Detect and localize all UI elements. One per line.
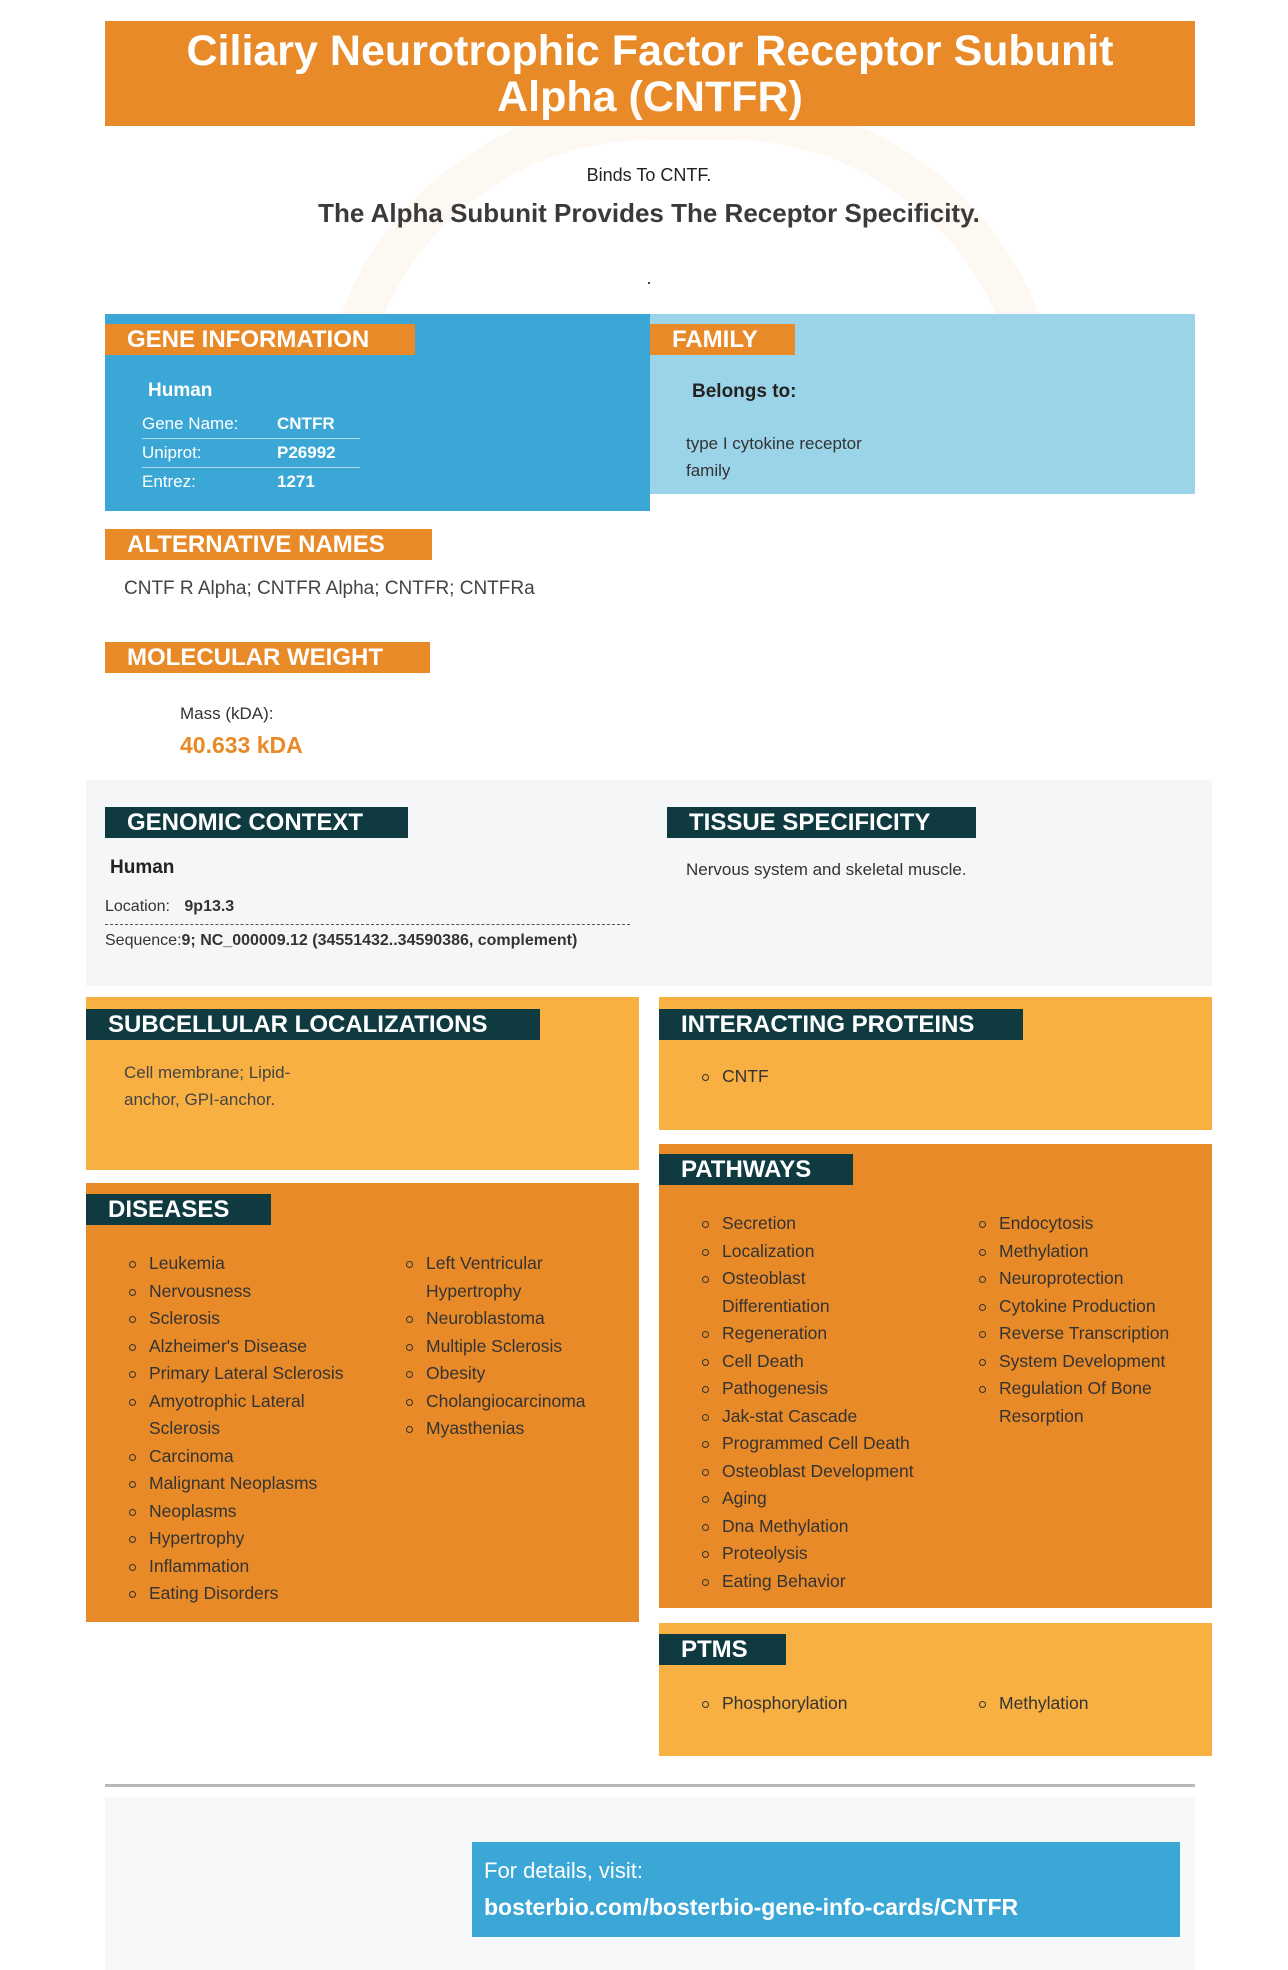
list-item: Localization (700, 1238, 960, 1266)
list-item: Eating Behavior (700, 1568, 960, 1596)
alternative-names-text: CNTF R Alpha; CNTFR Alpha; CNTFR; CNTFRa (124, 578, 535, 599)
list-item: Osteoblast Development (700, 1458, 960, 1486)
ptms-list-col1 (700, 1690, 848, 1718)
list-item: Leukemia (127, 1250, 377, 1278)
family-belongs-label: Belongs to: (692, 381, 797, 402)
gene-row-key: Gene Name: (142, 414, 239, 433)
genomic-location-row (105, 896, 630, 925)
list-item: Amyotrophic Lateral Sclerosis (127, 1388, 339, 1443)
list-item: Methylation (977, 1690, 1089, 1718)
list-item: Nervousness (127, 1278, 377, 1306)
diseases-list-col2 (404, 1250, 604, 1443)
list-item: CNTF (700, 1063, 769, 1091)
list-item: Osteoblast Differentiation (700, 1265, 852, 1320)
gene-information-heading: GENE INFORMATION (105, 324, 415, 355)
pathways-heading: PATHWAYS (659, 1154, 853, 1185)
alternative-names-heading: ALTERNATIVE NAMES (105, 529, 432, 560)
list-item: Neuroblastoma (404, 1305, 604, 1333)
list-item: Carcinoma (127, 1443, 377, 1471)
list-item: Proteolysis (700, 1540, 960, 1568)
pathways-list-col1 (700, 1210, 960, 1595)
list-item: Jak-stat Cascade (700, 1403, 960, 1431)
tissue-specificity-text: Nervous system and skeletal muscle. (686, 860, 967, 879)
list-item: Cholangiocarcinoma (404, 1388, 604, 1416)
list-item: Dna Methylation (700, 1513, 960, 1541)
list-item: Methylation (977, 1238, 1197, 1266)
subcellular-line-1: Cell membrane; Lipid- (124, 1063, 291, 1082)
gene-row-entrez (142, 468, 360, 496)
gene-info-table (142, 410, 360, 496)
family-text (686, 430, 862, 484)
list-item: Myasthenias (404, 1415, 604, 1443)
gene-row-value: P26992 (277, 443, 336, 462)
page-title-text: Ciliary Neurotrophic Factor Receptor Subunit Alpha (CNTFR) (186, 26, 1114, 121)
list-item: Obesity (404, 1360, 604, 1388)
gene-row-value: CNTFR (277, 414, 335, 433)
list-item: Neoplasms (127, 1498, 377, 1526)
list-item: Secretion (700, 1210, 960, 1238)
gene-species: Human (148, 380, 213, 401)
list-item: Malignant Neoplasms (127, 1470, 377, 1498)
footer-divider (105, 1784, 1195, 1787)
list-item: Cell Death (700, 1348, 960, 1376)
diseases-heading: DISEASES (86, 1194, 271, 1225)
location-value: 9p13.3 (184, 898, 235, 915)
gene-row-value: 1271 (277, 472, 315, 491)
list-item: Regulation Of Bone Resorption (977, 1375, 1169, 1430)
list-item: Eating Disorders (127, 1580, 377, 1608)
summary-line-3: . (646, 268, 652, 288)
mass-value: 40.633 kDA (180, 732, 303, 758)
family-heading: FAMILY (650, 324, 795, 355)
molecular-weight-heading: MOLECULAR WEIGHT (105, 642, 430, 673)
sequence-value: 9; NC_000009.12 (34551432..34590386, complement) (181, 932, 578, 949)
genomic-context-heading: GENOMIC CONTEXT (105, 807, 408, 838)
list-item: Sclerosis (127, 1305, 377, 1333)
visit-link-box[interactable] (472, 1842, 1180, 1937)
list-item: Reverse Transcription (977, 1320, 1197, 1348)
subcellular-line-2: anchor, GPI-anchor. (124, 1090, 276, 1109)
list-item: Primary Lateral Sclerosis (127, 1360, 377, 1388)
sequence-label: Sequence: (105, 932, 182, 949)
gene-row-gene-name (142, 410, 360, 439)
list-item: Hypertrophy (127, 1525, 377, 1553)
diseases-list-col1 (127, 1250, 377, 1608)
genomic-sequence-row (105, 930, 645, 952)
tissue-specificity-heading: TISSUE SPECIFICITY (667, 807, 976, 838)
genomic-species: Human (110, 857, 175, 878)
list-item: System Development (977, 1348, 1197, 1376)
mass-label: Mass (kDA): (180, 704, 274, 723)
list-item: Phosphorylation (700, 1690, 848, 1718)
list-item: Endocytosis (977, 1210, 1197, 1238)
pathways-list-col2 (977, 1210, 1197, 1430)
list-item: Neuroprotection (977, 1265, 1197, 1293)
list-item: Inflammation (127, 1553, 377, 1581)
ptms-list-col2 (977, 1690, 1089, 1718)
family-text-line-2: family (686, 461, 731, 480)
interacting-proteins-heading: INTERACTING PROTEINS (659, 1009, 1023, 1040)
family-text-line-1: type I cytokine receptor (686, 434, 862, 453)
gene-row-key: Uniprot: (142, 443, 202, 462)
summary-line-2: The Alpha Subunit Provides The Receptor Specificity. (318, 198, 980, 228)
list-item: Left Ventricular Hypertrophy (404, 1250, 576, 1305)
list-item: Cytokine Production (977, 1293, 1197, 1321)
list-item: Regeneration (700, 1320, 960, 1348)
list-item: Multiple Sclerosis (404, 1333, 604, 1361)
gene-row-key: Entrez: (142, 472, 196, 491)
visit-label: For details, visit: (484, 1858, 643, 1883)
subcellular-heading: SUBCELLULAR LOCALIZATIONS (86, 1009, 540, 1040)
ptms-heading: PTMS (659, 1634, 786, 1665)
interacting-proteins-list (700, 1063, 769, 1091)
location-label: Location: (105, 898, 170, 915)
list-item: Alzheimer's Disease (127, 1333, 377, 1361)
list-item: Aging (700, 1485, 960, 1513)
visit-url-link[interactable]: bosterbio.com/bosterbio-gene-info-cards/CNTFR (484, 1894, 1019, 1920)
subcellular-text (124, 1059, 290, 1113)
list-item: Pathogenesis (700, 1375, 960, 1403)
summary-line-1: Binds To CNTF. (586, 165, 712, 185)
list-item: Programmed Cell Death (700, 1430, 960, 1458)
gene-row-uniprot (142, 439, 360, 468)
